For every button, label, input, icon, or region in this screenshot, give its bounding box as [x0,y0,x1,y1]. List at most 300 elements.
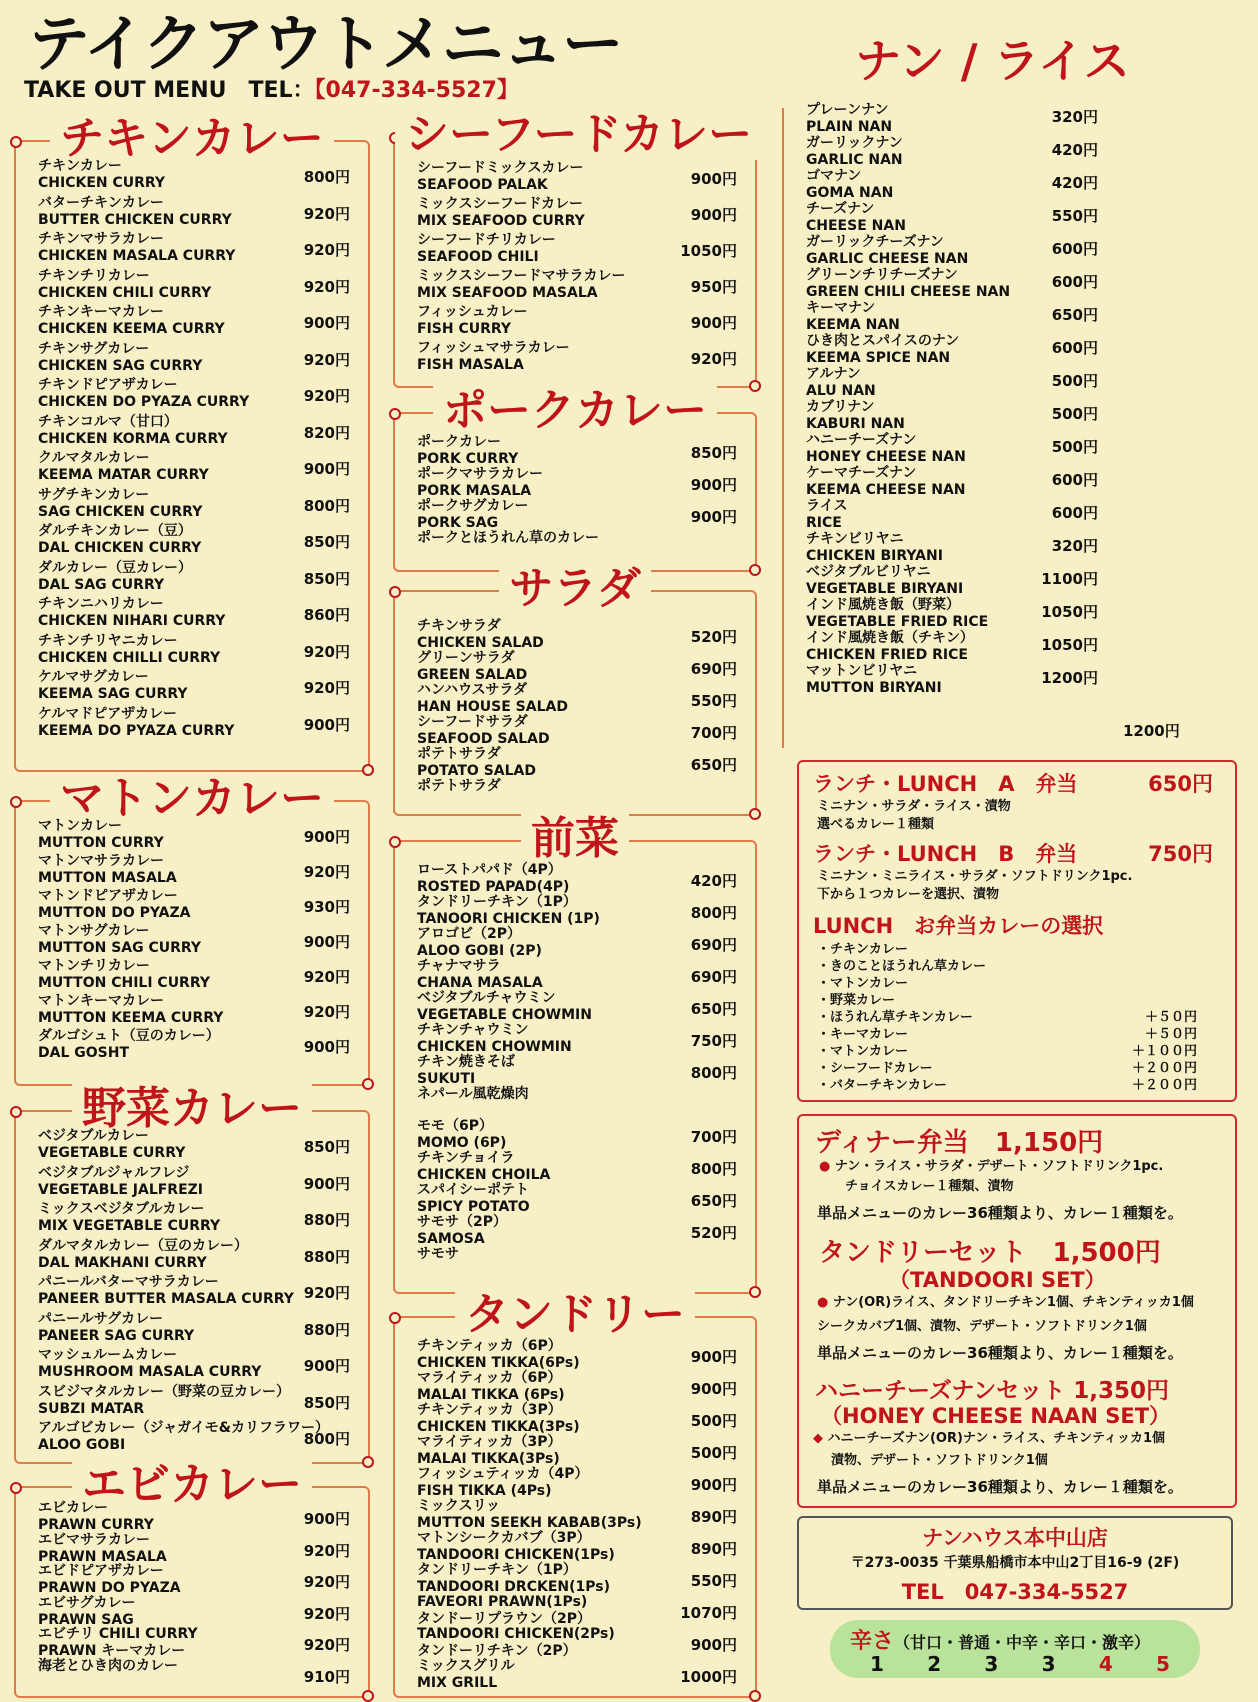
choice-name: ・キーマカレー [817,1027,909,1042]
item-price: 920円 [303,1284,350,1302]
item-name-en: POTATO SALAD [417,763,536,779]
menu-item [417,1338,737,1370]
item-name-jp: マトンドピアザカレー [38,888,178,904]
menu-item [38,1500,350,1532]
item-name-jp: アロゴビ（2P） [417,926,522,942]
item-name-jp: ポテトサラダ [417,778,501,794]
item-price: 650円 [690,1192,737,1210]
spice-label-row [850,1624,1150,1655]
item-price: 950円 [690,278,737,296]
menu-item [417,434,737,466]
honey-set-desc2: 漬物、デザート・ソフトドリンク1個 [831,1453,1048,1468]
item-name-jp: マライティッカ（6P） [417,1370,562,1386]
nan-extra-price: 1200円 [1123,722,1180,740]
menu-item [417,746,737,778]
menu-item [417,650,737,682]
item-price: 800円 [303,1430,350,1448]
item-name-jp: ミックスシーフードカレー [417,196,584,212]
item-price: 600円 [1051,471,1098,489]
item-price: 850円 [690,444,737,462]
item-name-en: FISH MASALA [417,357,524,373]
item-name-en: PRAWN CURRY [38,1517,154,1533]
spice-numbers [870,1652,1170,1676]
menu-item [38,596,350,633]
choice-name: ・きのことほうれん草カレー [817,959,987,974]
dinner-set-desc: ● ナン・ライス・サラダ・デザート・ソフトドリンク1pc. [819,1159,1164,1174]
item-name-en: CHICKEN CHOWMIN [417,1039,572,1055]
menu-item [38,1420,350,1457]
section-title: 前菜 [395,812,755,866]
menu-item [38,1201,350,1238]
shop-box [797,1516,1233,1610]
item-name-en: PORK MASALA [417,483,532,499]
item-price: 1050円 [1041,603,1098,621]
bullet-icon: ● [817,1295,833,1310]
choice-name: ・マトンカレー [817,976,909,991]
item-name-jp: シーフードミックスカレー [417,160,584,176]
item-name-jp: マッシュルームカレー [38,1347,178,1363]
item-name-en: CHICKEN CHILLI CURRY [38,649,221,666]
item-name-en: MUTTON SEEKH KABAB(3Ps) [417,1515,642,1531]
menu-item [806,564,1178,597]
item-name-en: MIX GRILL [417,1675,498,1691]
item-name-en: TANDOORI DRCKEN(1Ps) [417,1579,610,1595]
item-name-en: TANOORI CHICKEN (1P) [417,911,600,927]
spice-number: 3 [984,1652,999,1676]
menu-item [38,1128,350,1165]
lunch-choice-item [817,938,1197,955]
choice-extra: ＋５０円 [1144,1027,1197,1042]
spice-number: 5 [1156,1652,1170,1676]
item-name-jp: チキンチリヤニカレー [38,632,178,649]
item-price: 920円 [303,350,350,369]
item-price: 920円 [303,1541,350,1560]
item-price: 920円 [303,642,350,661]
item-name-jp: ダルマタルカレー（豆のカレー） [38,1237,248,1254]
item-price: 880円 [303,1211,350,1229]
item-name-jp: チキンドピアザカレー [38,377,178,393]
item-list [417,618,737,810]
lunch-choice-title: LUNCH お弁当カレーの選択 [813,914,1104,938]
menu-item [417,990,737,1022]
item-price: 900円 [303,314,350,332]
lunch-a-desc2: 選べるカレー１種類 [817,817,935,832]
item-price: 920円 [303,679,350,697]
item-price: 890円 [690,1540,737,1558]
menu-item [38,414,350,451]
item-price: 600円 [1051,240,1098,258]
item-price: 320円 [1051,537,1098,555]
item-list [38,158,350,742]
item-name-en: SUBZI MATAR [38,1400,145,1417]
item-name-jp: チキン焼きそば [417,1054,515,1070]
item-price: 420円 [1051,141,1098,159]
dinner-set-desc2: チョイスカレー１種類、漬物 [845,1179,1014,1194]
item-name-en: TANDOORI CHICKEN(1Ps) [417,1547,615,1563]
item-name-en: GREEN CHILI CHEESE NAN [806,284,1011,300]
item-name-en: CHICKEN CHOILA [417,1167,551,1183]
item-name-jp: ダルゴシュト（豆のカレー） [38,1028,220,1044]
menu-item [38,1626,350,1658]
item-name-jp: ケルマサグカレー [38,669,149,685]
menu-item [417,926,737,958]
item-price: 800円 [303,168,350,186]
item-name-en: SEAFOOD PALAK [417,177,548,193]
item-name-jp: マットンビリヤニ [806,663,918,679]
menu-item [417,1370,737,1402]
menu-item [806,531,1178,564]
item-name-en: SPICY POTATO [417,1199,530,1215]
menu-item [417,1466,737,1498]
spice-level-legend [830,1620,1200,1678]
item-name-en: CHICKEN BIRYANI [806,548,943,564]
item-price: 900円 [303,1038,350,1056]
item-price: 920円 [303,968,350,986]
item-name-jp: チキンサグカレー [38,340,150,357]
item-name-jp: アルナン [806,366,861,382]
item-price: 800円 [303,496,350,515]
item-name-jp: サモサ [417,1246,459,1262]
item-name-jp: フィッシュティッカ（4P） [417,1466,589,1482]
item-name-en: PANEER BUTTER MASALA CURRY [38,1291,294,1307]
menu-item [38,993,350,1028]
item-price: 500円 [690,1412,737,1430]
menu-item [417,778,737,810]
item-name-jp: チーズナン [806,201,875,217]
menu-item [38,1347,350,1384]
menu-item [38,195,350,232]
menu-item [38,268,350,305]
item-name-en: MUTTON CHILI CURRY [38,975,210,991]
item-name-en: MALAI TIKKA(3Ps) [417,1451,560,1467]
item-name-en: MUTTON CURRY [38,835,164,851]
item-price: 920円 [303,863,350,881]
menu-item [417,618,737,650]
item-name-en: MUTTON BIRYANI [806,680,942,696]
item-name-jp: ベジタブルチャウミン [417,990,556,1006]
item-name-en: SUKUTI [417,1071,476,1087]
menu-item [417,466,737,498]
salad-section [393,563,757,816]
lunch-b-price: 750円 [1148,842,1213,866]
page-subtitle [24,73,519,104]
menu-item [806,168,1178,201]
menu-item [417,1658,737,1690]
item-price: 1100円 [1041,570,1098,588]
choice-extra: ＋１００円 [1131,1044,1197,1059]
menu-item [38,958,350,993]
bullet-icon: ● [819,1159,835,1174]
item-name-en: CHICKEN MASALA CURRY [38,248,236,264]
menu-item [38,1311,350,1348]
section-title: サラダ [395,562,755,616]
item-name-jp: チキンコルマ（甘口） [38,413,178,430]
menu-item [806,465,1178,498]
item-price: 890円 [690,1508,737,1526]
item-name-en: KABURI NAN [806,416,905,432]
menu-item [806,300,1178,333]
item-name-jp: グリーンサラダ [417,650,515,666]
menu-item [806,597,1178,630]
menu-item [417,340,737,376]
item-name-en: DAL CHICKEN CURRY [38,540,202,556]
item-name-jp: チキンティッカ（6P） [417,1338,562,1354]
choice-name: ・マトンカレー [817,1044,909,1059]
item-name-en: SEAFOOD CHILI [417,249,539,265]
item-name-en: ALU NAN [806,383,876,399]
item-name-en: PRAWN SAG [38,1611,134,1628]
item-price: 650円 [690,1000,737,1018]
item-price: 900円 [690,206,737,224]
item-name-jp: エビサグカレー [38,1594,136,1611]
seafood-curry-section [393,109,757,388]
dinner-set-note: 単品メニューのカレー36種類より、カレー１種類を。 [817,1204,1183,1222]
section-title: シーフードカレー [395,108,755,162]
item-name-en: KEEMA CHEESE NAN [806,482,966,498]
lunch-a-desc: ミニナン・サラダ・ライス・漬物 [817,799,1011,814]
item-name-en: CHICKEN TIKKA(3Ps) [417,1419,580,1435]
menu-item [38,853,350,888]
item-name-en: MIX SEAFOOD MASALA [417,285,598,301]
item-name-jp: マトンキーマカレー [38,993,164,1009]
item-name-jp: ベジタブルビリヤニ [806,564,931,580]
item-name-en: タンドーリプラウン（2P） [417,1611,592,1627]
section-title: マトンカレー [16,772,368,826]
item-price: 1070円 [680,1604,737,1622]
lunch-choice-item [817,1057,1197,1074]
menu-item [38,818,350,853]
menu-item [806,366,1178,399]
choice-name: ・チキンカレー [817,942,908,957]
item-name-en: BUTTER CHICKEN CURRY [38,211,232,228]
item-name-jp: ポークマサラカレー [417,466,543,482]
menu-item [417,1086,737,1118]
bullet-icon: ◆ [813,1431,828,1446]
item-price: 920円 [303,1573,350,1591]
menu-item [38,923,350,958]
item-name-jp: カブリナン [806,399,875,415]
item-name-jp: チキンチャウミン [417,1022,529,1038]
item-price: 1200円 [1041,669,1098,687]
item-name-jp: ベジタブルカレー [38,1128,149,1144]
item-price: 900円 [303,1174,350,1193]
item-name-jp: マトンカレー [38,818,122,834]
shop-tel: TEL 047-334-5527 [901,1580,1129,1604]
item-name-en: PLAIN NAN [806,119,893,135]
menu-item [38,450,350,487]
item-price: 850円 [303,533,350,551]
item-name-en: CHICKEN NIHARI CURRY [38,613,226,629]
spice-number: 3 [1041,1652,1056,1676]
item-name-jp: グリーンチリチーズナン [806,267,958,283]
subtitle-label: TAKE OUT MENU TEL： [24,78,315,103]
pork-curry-section [393,385,757,572]
lunch-choice-item [817,955,1197,972]
item-name-en: PORK CURRY [417,451,519,467]
item-name-en: PANEER SAG CURRY [38,1327,195,1344]
item-name-en: MUSHROOM MASALA CURRY [38,1364,262,1380]
item-name-en: DAL GOSHT [38,1045,129,1061]
item-name-en: GREEN SALAD [417,667,528,683]
subtitle-tel: 【047-334-5527】 [314,78,519,103]
item-name-jp: ガーリックチーズナン [806,234,944,250]
item-price: 900円 [303,828,350,846]
item-name-jp: マトンチリカレー [38,958,150,974]
item-name-jp: チャナマサラ [417,958,501,974]
section-title: チキンカレー [16,112,368,166]
item-price: 700円 [690,1128,737,1146]
item-price: 690円 [690,968,737,986]
item-price: 690円 [690,660,737,678]
item-price: 650円 [690,756,737,774]
item-name-jp: ハニーチーズナン [806,432,917,448]
item-price: 880円 [303,1247,350,1266]
menu-item [38,1384,350,1421]
item-list [417,434,737,562]
menu-item [417,1594,737,1626]
item-name-jp: プレーンナン [806,102,889,118]
item-price: 420円 [690,872,737,890]
item-name-jp: シーフードチリカレー [417,232,556,248]
honey-set-title: ハニーチーズナンセット 1,350円 [815,1378,1169,1404]
menu-item [417,682,737,714]
item-price: 900円 [690,1476,737,1494]
item-name-jp: スビジマタルカレー（野菜の豆カレー） [38,1383,290,1400]
item-name-en: CHICKEN DO PYAZA CURRY [38,394,250,410]
item-name-en: CHICKEN CURRY [38,175,166,191]
choice-name: ・シーフードカレー [817,1061,933,1076]
item-name-jp: チキンニハリカレー [38,596,164,612]
menu-item [806,663,1178,696]
lunch-choice-item [817,972,1197,989]
item-name-en: HAN HOUSE SALAD [417,699,568,715]
item-price: 900円 [303,460,350,478]
item-name-en: MALAI TIKKA (6Ps) [417,1387,565,1403]
item-name-en: MOMO (6P) [417,1135,507,1151]
item-name-jp: ケルマドピアザカレー [38,705,178,722]
menu-item [38,1028,350,1063]
item-name-en: ROSTED PAPAD(4P) [417,879,570,895]
item-name-en: VEGETABLE BIRYANI [806,581,964,597]
item-list [38,818,350,1063]
lunch-b-title: ランチ・LUNCH B 弁当 [813,842,1078,866]
item-name-en: VEGETABLE CURRY [38,1145,186,1161]
item-name-en: CHICKEN TIKKA(6Ps) [417,1355,580,1371]
menu-item [417,1246,737,1278]
item-name-jp: チキンチリカレー [38,267,150,284]
menu-item [806,333,1178,366]
item-name-jp: サモサ（2P） [417,1214,508,1230]
item-name-jp: マトンシークカバブ（3P） [417,1530,591,1546]
shop-name: ナンハウス本中山店 [922,1526,1108,1550]
item-price: 690円 [690,936,737,954]
item-price: 900円 [690,1380,737,1398]
lunch-b-desc: ミニナン・ミニライス・サラダ・ソフトドリンク1pc. [817,869,1133,884]
item-name-en: DAL SAG CURRY [38,576,165,593]
item-price: 500円 [1051,438,1098,456]
section-title: 野菜カレー [16,1082,368,1136]
chicken-curry-section [14,113,370,772]
menu-item [417,862,737,894]
honey-set-desc: ◆ ハニーチーズナン(OR)ナン・ライス、チキンティッカ1個 [813,1431,1166,1446]
item-name-en: KEEMA DO PYAZA CURRY [38,722,235,739]
menu-item [38,1595,350,1627]
item-name-en: ALOO GOBI (2P) [417,943,542,959]
menu-item [806,201,1178,234]
menu-item [417,1562,737,1594]
item-name-en: KEEMA MATAR CURRY [38,467,209,483]
menu-item [38,888,350,923]
item-name-en: SAMOSA [417,1231,485,1247]
item-name-en: MUTTON KEEMA CURRY [38,1010,224,1026]
item-price: 930円 [303,898,350,916]
item-name-en: CHANA MASALA [417,975,543,991]
menu-item [806,498,1178,531]
tandoori-section [393,1289,757,1698]
item-price: 650円 [1051,306,1098,324]
item-name-en: PRAWN DO PYAZA [38,1580,181,1596]
item-price: 500円 [1051,405,1098,423]
item-price: 920円 [303,1636,350,1654]
item-name-jp: チキンマサラカレー [38,231,164,247]
item-name-en: VEGETABLE CHOWMIN [417,1007,592,1023]
item-list [417,160,737,376]
menu-item [417,958,737,990]
spice-number: 4 [1098,1652,1113,1676]
lunch-a-title: ランチ・LUNCH A 弁当 [813,772,1078,796]
item-name-en: DAL MAKHANI CURRY [38,1254,207,1271]
menu-item [38,1238,350,1275]
vegetable-curry-section [14,1083,370,1464]
sets-box [797,1114,1237,1508]
item-price: 920円 [303,387,350,405]
item-name-en: MIX SEAFOOD CURRY [417,213,585,229]
item-name-jp: FAVEORI PRAWN(1Ps) [417,1594,588,1610]
shop-address: 〒273-0035 千葉県船橋市本中山2丁目16-9 (2F) [850,1555,1180,1571]
menu-item [417,1022,737,1054]
item-name-jp: 海老とひき肉のカレー [38,1657,178,1674]
item-name-en: PORK SAG [417,515,499,531]
item-name-jp: ポークとほうれん草のカレー [417,530,599,546]
item-name-jp: マトンマサラカレー [38,853,164,869]
tandoori-set-desc2: シークカバブ1個、漬物、デザート・ソフトドリンク1個 [817,1319,1147,1334]
item-name-jp: フィッシュカレー [417,304,528,320]
item-name-en: CHICKEN CHILI CURRY [38,284,212,301]
menu-item [38,523,350,560]
lunch-a-price: 650円 [1148,772,1213,796]
menu-item [38,158,350,195]
menu-item [38,1532,350,1564]
item-name-jp: ミックスベジタブルカレー [38,1201,205,1217]
item-price: 900円 [690,314,737,332]
menu-item [38,1658,350,1690]
item-price: 520円 [690,628,737,646]
lunch-b-desc2: 下から１つカレーを選択、漬物 [817,887,1000,902]
lunch-choice-item [817,1040,1197,1057]
item-name-jp: タンドリーチキン（1P） [417,1562,577,1578]
menu-item [806,135,1178,168]
item-price: 910円 [303,1667,350,1686]
choice-name: ・ほうれん草チキンカレー [817,1010,973,1025]
menu-item [38,669,350,706]
item-name-jp: チキンビリヤニ [806,531,904,547]
item-name-jp: チキンティッカ（3P） [417,1402,562,1418]
tandoori-set-sub: （TANDOORI SET） [889,1268,1106,1292]
item-name-en: CHICKEN KEEMA CURRY [38,321,225,337]
mutton-curry-section [14,773,370,1086]
item-name-en: PRAWN キーマカレー [38,1643,186,1659]
prawn-curry-section [14,1459,370,1698]
